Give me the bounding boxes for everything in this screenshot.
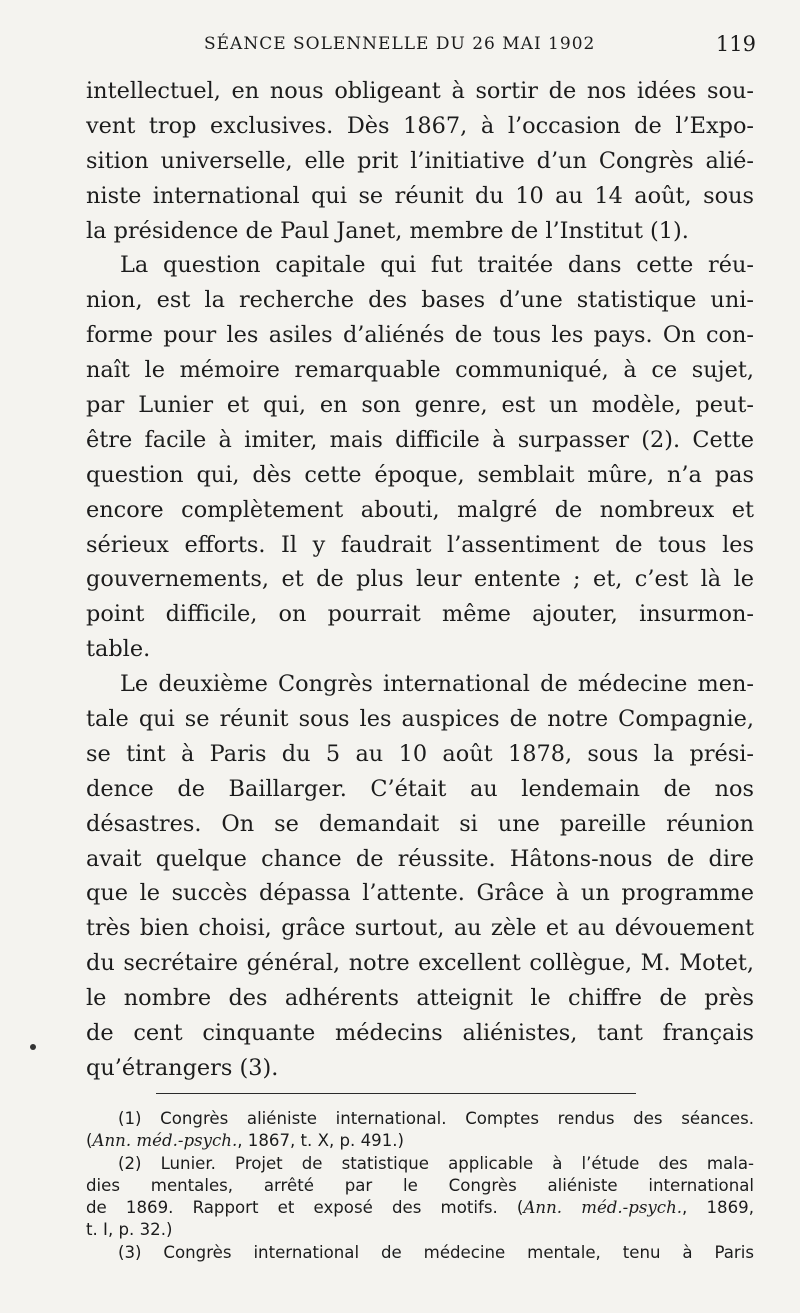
footnote-2: (2) Lunier. Projet de statistique applicable à l’étude des mala- bbox=[118, 1153, 754, 1173]
text-line: désastres. On se demandait si une pareille réunion bbox=[86, 810, 754, 837]
text-line: le nombre des adhérents atteignit le chiffre de près bbox=[86, 985, 754, 1012]
footnote-divider bbox=[156, 1093, 636, 1094]
text-line: forme pour les asiles d’aliénés de tous les pays. On con- bbox=[86, 322, 754, 349]
text-line: sérieux efforts. Il y faudrait l’assentiment de tous les bbox=[86, 531, 754, 558]
text-line: du secrétaire général, notre excellent collègue, M. Motet, bbox=[86, 950, 754, 977]
text-line: naît le mémoire remarquable communiqué, à ce sujet, bbox=[86, 357, 754, 384]
text-line: tale qui se réunit sous les auspices de notre Compagnie, bbox=[86, 706, 754, 733]
text-line: très bien choisi, grâce surtout, au zèle et au dévouement bbox=[86, 915, 754, 942]
footnote-2-cont: dies mentales, arrêté par le Congrès aliéniste international bbox=[86, 1175, 754, 1195]
footnote-1: (1) Congrès aliéniste international. Comptes rendus des séances. bbox=[118, 1109, 754, 1128]
footnote-1-cont: (Ann. méd.-psych., 1867, t. X, p. 491.) bbox=[86, 1131, 405, 1151]
text-line: que le succès dépassa l’attente. Grâce à un programme bbox=[86, 880, 754, 907]
text-line: être facile à imiter, mais difficile à surpasser (2). Cette bbox=[86, 426, 754, 453]
footnote-2-cont: t. I, p. 32.) bbox=[86, 1220, 173, 1240]
journal-title: Ann. méd.-psych. bbox=[523, 1198, 683, 1218]
page-header bbox=[86, 34, 754, 64]
text-line: la présidence de Paul Janet, membre de l’Institut (1). bbox=[86, 217, 689, 244]
text-line: dence de Baillarger. C’était au lendemain de nos bbox=[86, 775, 754, 802]
paragraph-start: La question capitale qui fut traitée dans cette réu- bbox=[120, 252, 754, 279]
document-page bbox=[86, 0, 754, 1313]
text-line: nion, est la recherche des bases d’une statistique uni- bbox=[86, 287, 754, 314]
text-line: intellectuel, en nous obligeant à sortir de nos idées sou- bbox=[86, 78, 754, 104]
text-line: de cent cinquante médecins aliénistes, tant français bbox=[86, 1020, 754, 1047]
text-line: question qui, dès cette époque, semblait mûre, n’a pas bbox=[86, 461, 754, 488]
text-line: gouvernements, et de plus leur entente ; et, c’est là le bbox=[86, 566, 754, 593]
text-line: qu’étrangers (3). bbox=[86, 1054, 279, 1081]
footnote-2-cont: de 1869. Rapport et exposé des motifs. (Ann. méd.-psych., 1869, bbox=[86, 1198, 754, 1218]
text-line: par Lunier et qui, en son genre, est un modèle, peut- bbox=[86, 392, 754, 419]
text-line: sition universelle, elle prit l’initiative d’un Congrès alié- bbox=[86, 147, 754, 174]
text-line: encore complètement abouti, malgré de nombreux et bbox=[86, 496, 754, 523]
journal-title: Ann. méd.-psych. bbox=[92, 1131, 238, 1151]
body-text bbox=[86, 74, 754, 1086]
page-number: 119 bbox=[715, 32, 756, 56]
text-line: niste international qui se réunit du 10 au 14 août, sous bbox=[86, 182, 754, 209]
footnote-3: (3) Congrès international de médecine mentale, tenu à Paris bbox=[118, 1242, 754, 1262]
margin-dot bbox=[30, 1044, 36, 1050]
footnotes bbox=[86, 1108, 754, 1264]
text-line: vent trop exclusives. Dès 1867, à l’occasion de l’Expo- bbox=[86, 112, 754, 139]
text-line: avait quelque chance de réussite. Hâtons-nous de dire bbox=[86, 845, 754, 872]
text-line: se tint à Paris du 5 au 10 août 1878, sous la prési- bbox=[86, 740, 754, 767]
paragraph-start: Le deuxième Congrès international de médecine men- bbox=[120, 671, 754, 698]
text-line: point difficile, on pourrait même ajouter, insurmon- bbox=[86, 601, 754, 628]
text-line: table. bbox=[86, 636, 151, 663]
running-title: SÉANCE SOLENNELLE DU 26 MAI 1902 bbox=[204, 34, 596, 54]
